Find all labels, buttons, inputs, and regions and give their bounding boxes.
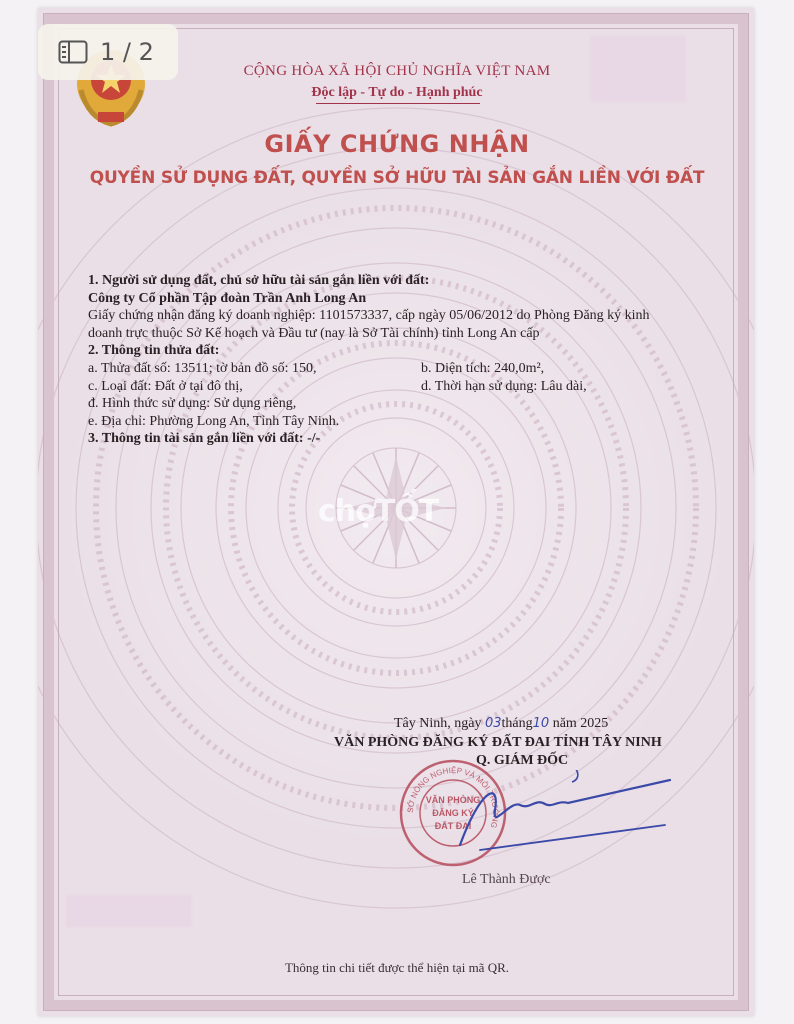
section3-heading: 3. Thông tin tài sản gắn liền với đất: -/- bbox=[88, 431, 321, 447]
certificate-subtitle: QUYỀN SỬ DỤNG ĐẤT, QUYỀN SỞ HỮU TÀI SẢN GẮN LIỀN VỚI ĐẤT bbox=[89, 168, 705, 188]
issue-month: 10 bbox=[532, 716, 550, 731]
page-counter-label: 1 / 2 bbox=[100, 38, 154, 66]
section2-heading: 2. Thông tin thửa đất: bbox=[88, 343, 220, 359]
place-prefix: Tây Ninh, ngày bbox=[394, 716, 482, 731]
certificate-content bbox=[88, 272, 748, 448]
issue-date bbox=[394, 716, 608, 732]
parcel-area: b. Diện tích: 240,0m², bbox=[421, 360, 545, 376]
month-label: tháng bbox=[501, 716, 533, 731]
chotot-watermark: chợTỐT bbox=[318, 494, 439, 529]
owner-name: Công ty Cổ phần Tập đoàn Trần Anh Long An bbox=[88, 290, 367, 306]
parcel-number: a. Thửa đất số: 13511; tờ bản đồ số: 150, bbox=[88, 360, 317, 376]
parcel-row bbox=[88, 360, 748, 378]
qr-footer-note: Thông tin chi tiết được thể hiện tại mã QR. bbox=[284, 960, 510, 975]
year-label: năm 2025 bbox=[552, 716, 609, 731]
signer-position: Q. GIÁM ĐỐC bbox=[476, 753, 569, 768]
motto-underline bbox=[316, 103, 480, 104]
seal-line-2: ĐĂNG KÝ bbox=[432, 808, 474, 818]
usage-term: d. Thời hạn sử dụng: Lâu dài, bbox=[421, 378, 587, 394]
land-type: c. Loại đất: Đất ở tại đô thị, bbox=[88, 378, 243, 394]
seal-ring-text: SỞ NÔNG NGHIỆP VÀ MÔI TRƯỜNG bbox=[405, 765, 501, 830]
seal-line-3: ĐẤT ĐAI bbox=[434, 821, 472, 831]
handwritten-signature bbox=[440, 770, 680, 860]
national-motto: Độc lập - Tự do - Hạnh phúc bbox=[311, 85, 483, 100]
signer-name: Lê Thành Được bbox=[462, 872, 551, 887]
parcel-address: e. Địa chỉ: Phường Long An, Tỉnh Tây Ninh. bbox=[88, 413, 340, 429]
page-list-icon bbox=[58, 40, 88, 64]
issuing-office: VĂN PHÒNG ĐĂNG KÝ ĐẤT ĐAI TỈNH TÂY NINH bbox=[334, 735, 662, 750]
registration-line-1: Giấy chứng nhận đăng ký doanh nghiệp: 1101573337, cấp ngày 05/06/2012 do Phòng Đăng ký kinh bbox=[88, 308, 650, 324]
certificate-title: GIẤY CHỨNG NHẬN bbox=[264, 130, 530, 158]
redacted-serial-bottom bbox=[66, 895, 192, 927]
section1-heading: 1. Người sử dụng đất, chủ sở hữu tài sản gắn liền với đất: bbox=[88, 273, 430, 288]
republic-header: CỘNG HÒA XÃ HỘI CHỦ NGHĨA VIỆT NAM bbox=[243, 63, 551, 79]
registration-line-2: doanh trực thuộc Sở Kế hoạch và Đầu tư (nay là Sở Tài chính) tỉnh Long An cấp bbox=[88, 325, 540, 341]
land-type-row bbox=[88, 378, 748, 396]
issue-day: 03 bbox=[484, 716, 502, 731]
seal-line-1: VĂN PHÒNG bbox=[425, 795, 481, 805]
usage-form: đ. Hình thức sử dụng: Sử dụng riêng, bbox=[88, 396, 297, 412]
